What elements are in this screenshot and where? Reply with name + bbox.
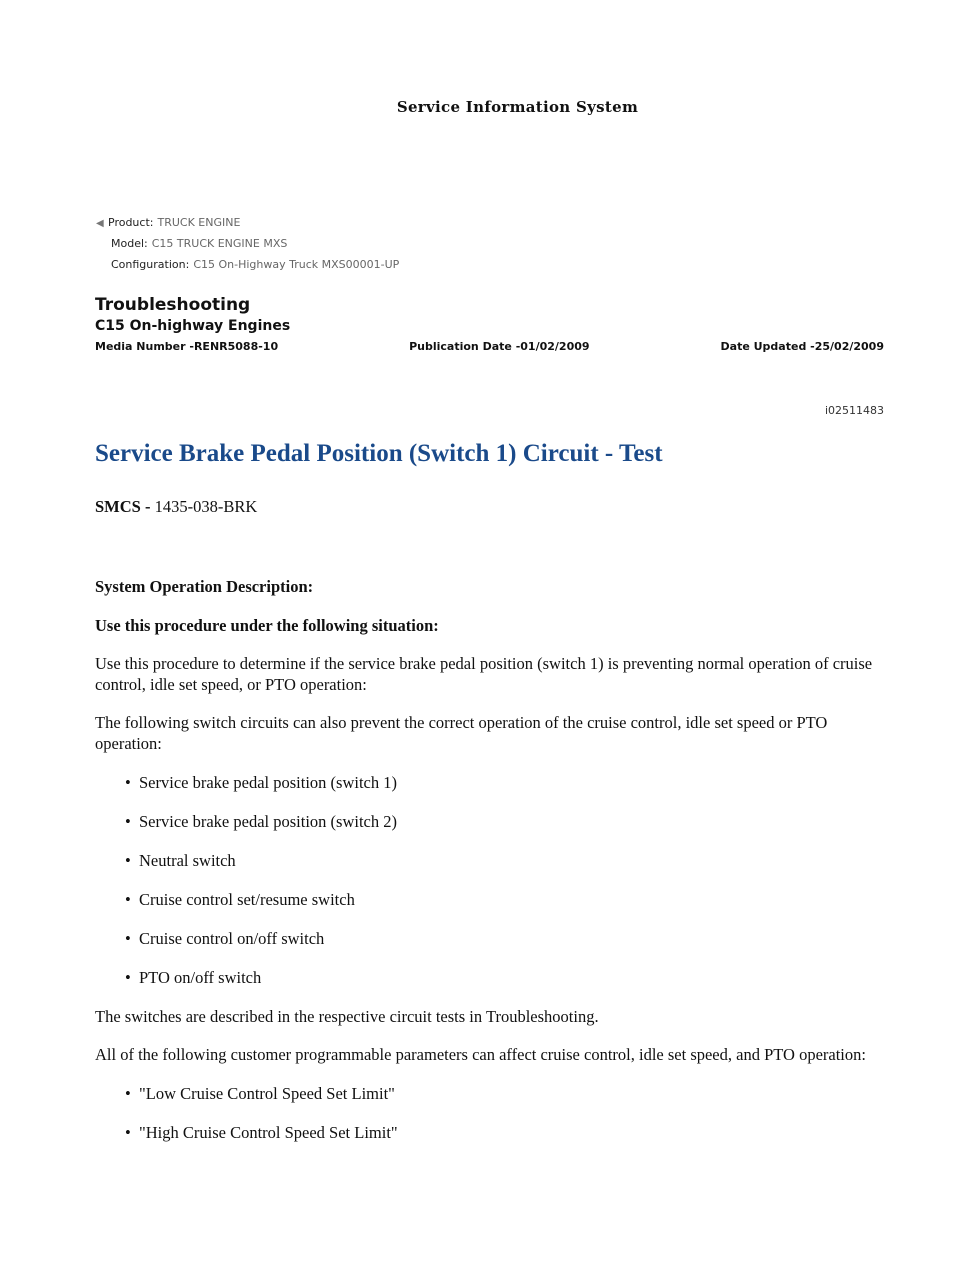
configuration-row [96, 257, 399, 278]
list-item: • Cruise control set/resume switch [125, 890, 355, 909]
model-value: C15 TRUCK ENGINE MXS [151, 237, 288, 250]
switch-list [95, 772, 895, 988]
document-header [95, 294, 884, 353]
parameter-list [95, 1083, 895, 1143]
document-subtitle: C15 On-highway Engines [95, 318, 291, 334]
paragraph-1: Use this procedure to determine if the service brake pedal position (switch 1) is preventing normal operation of cruise control, idle set speed, or PTO operation: [95, 654, 873, 694]
list-item: • Service brake pedal position (switch 1) [125, 773, 397, 792]
product-value: TRUCK ENGINE [157, 216, 241, 229]
list-item: • Service brake pedal position (switch 2) [125, 812, 397, 831]
list-item: • PTO on/off switch [125, 968, 262, 987]
configuration-value: C15 On-Highway Truck MXS00001-UP [193, 258, 400, 271]
paragraph-2: The following switch circuits can also prevent the correct operation of the cruise control, idle set speed or PTO operation: [95, 713, 828, 753]
model-label: Model: [111, 237, 148, 250]
smcs-label: SMCS - [95, 497, 151, 516]
list-item: • Neutral switch [125, 851, 236, 870]
smcs-line [95, 496, 895, 517]
publication-info [95, 340, 884, 353]
document-id: i02511483 [824, 404, 884, 417]
article-title: Service Brake Pedal Position (Switch 1) Circuit - Test [95, 440, 663, 467]
list-item: • "High Cruise Control Speed Set Limit" [125, 1123, 398, 1142]
smcs-value: 1435-038-BRK [154, 497, 258, 516]
document-title: Troubleshooting [95, 295, 251, 315]
product-row [96, 215, 399, 236]
configuration-label: Configuration: [111, 258, 190, 271]
publication-date: Publication Date -01/02/2009 [409, 340, 590, 353]
article-body [95, 496, 895, 1143]
product-label: Product: [108, 216, 154, 229]
paragraph-4: All of the following customer programmable parameters can affect cruise control, idle set speed, and PTO operation: [95, 1045, 866, 1064]
list-item: • Cruise control on/off switch [125, 929, 325, 948]
chevron-left-icon[interactable]: ◀ [96, 218, 104, 229]
model-row [96, 236, 399, 257]
media-number: Media Number -RENR5088-10 [95, 340, 279, 353]
paragraph-3: The switches are described in the respective circuit tests in Troubleshooting. [95, 1007, 599, 1026]
product-meta [96, 215, 399, 278]
procedure-subheading: Use this procedure under the following situation: [95, 616, 439, 635]
system-title: Service Information System [396, 98, 639, 116]
date-updated: Date Updated -25/02/2009 [720, 340, 884, 353]
section-heading: System Operation Description: [95, 577, 314, 596]
list-item: • "Low Cruise Control Speed Set Limit" [125, 1084, 395, 1103]
